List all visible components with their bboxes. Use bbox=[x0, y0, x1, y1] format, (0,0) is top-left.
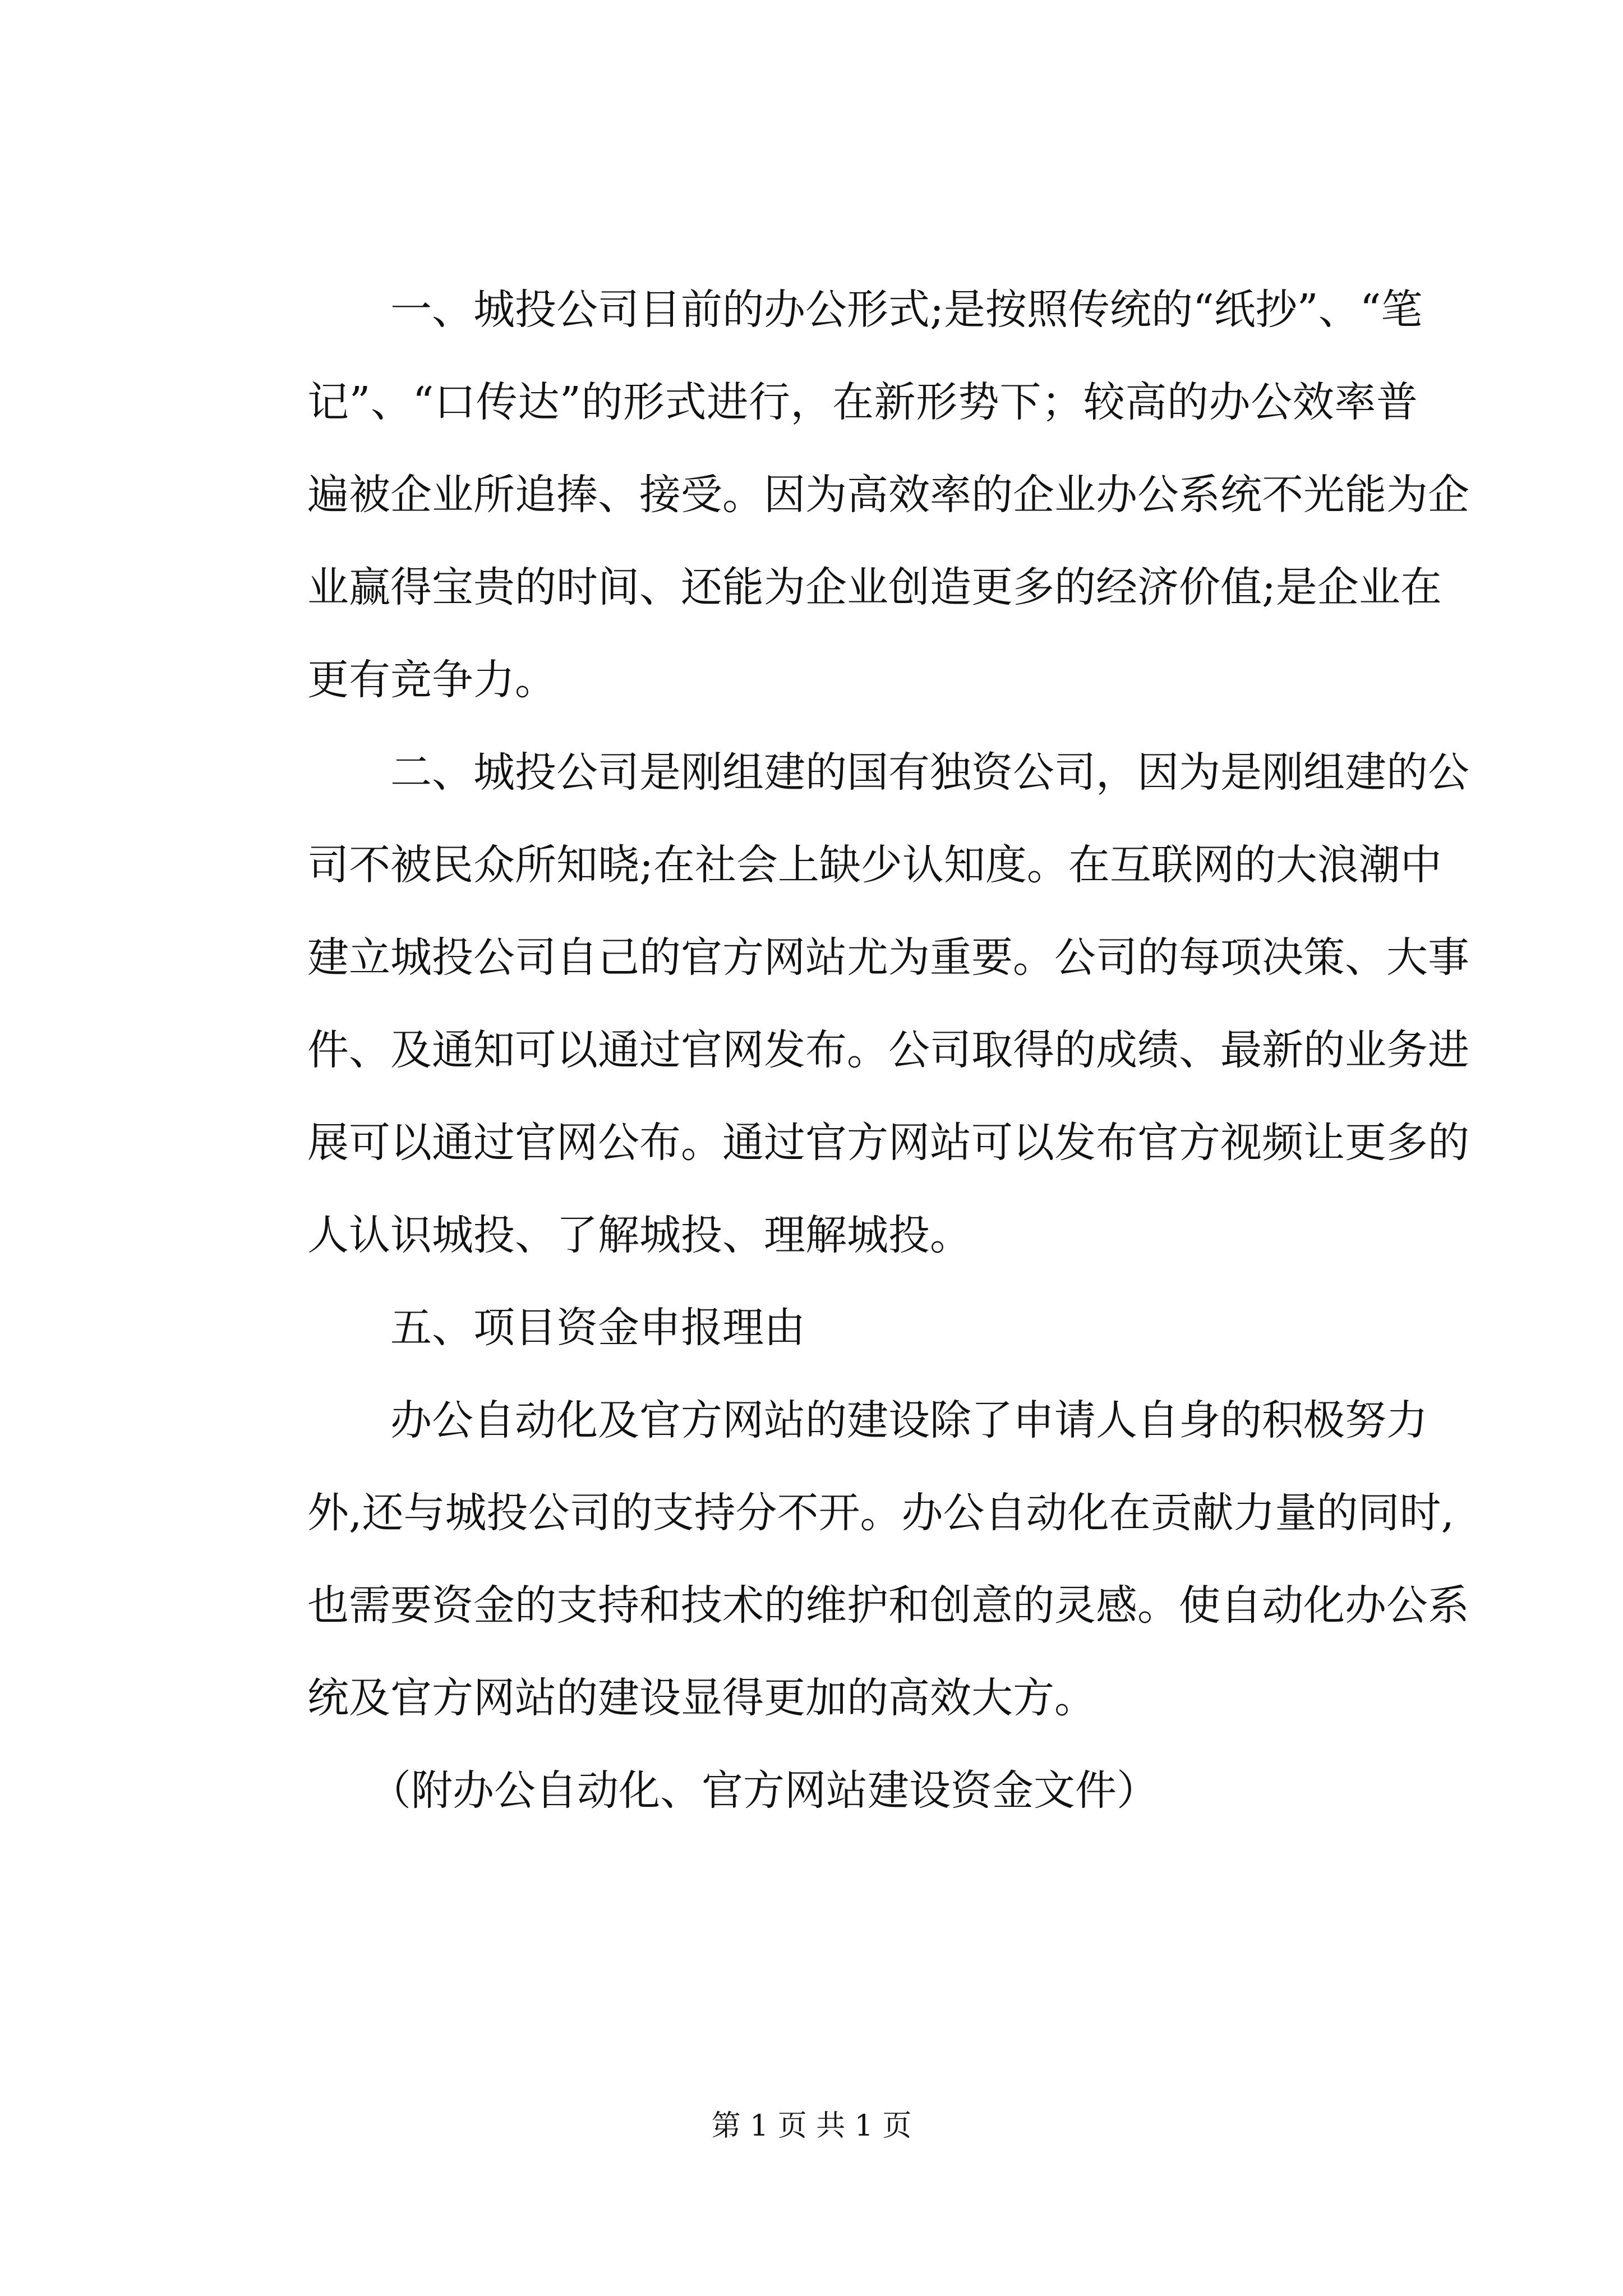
paragraph-2 bbox=[307, 726, 1469, 1282]
text-line: 二、城投公司是刚组建的国有独资公司，因为是刚组建的公 bbox=[307, 748, 1469, 797]
section-heading bbox=[307, 1282, 1418, 1374]
attachment-note bbox=[307, 1745, 1418, 1837]
text-line: 建立城投公司自己的官方网站尤为重要。公司的每项决策、大事 bbox=[307, 933, 1469, 982]
document-body bbox=[307, 264, 1469, 1837]
attachment-note-text: （附办公自动化、官方网站建设资金文件） bbox=[307, 1766, 1158, 1815]
text-line: 展可以通过官网公布。通过官方网站可以发布官方视频让更多的 bbox=[307, 1119, 1469, 1167]
text-line: 件、及通知可以通过官网发布。公司取得的成绩、最新的业务进 bbox=[307, 1026, 1469, 1074]
page-footer: 第 1 页 共 1 页 bbox=[711, 2109, 912, 2143]
text-line: 遍被企业所追捧、接受。因为高效率的企业办公系统不光能为企 bbox=[307, 471, 1469, 519]
paragraph-1 bbox=[307, 264, 1469, 726]
text-line: 记”、“口传达”的形式进行，在新形势下；较高的办公效率普 bbox=[307, 378, 1418, 426]
text-line: 更有竞争力。 bbox=[307, 656, 556, 704]
text-line: 也需要资金的支持和技术的维护和创意的灵感。使自动化办公系 bbox=[307, 1581, 1469, 1630]
text-line: 外,还与城投公司的支持分不开。办公自动化在贡献力量的同时, bbox=[307, 1489, 1455, 1537]
text-line: 业赢得宝贵的时间、还能为企业创造更多的经济价值;是企业在 bbox=[307, 563, 1442, 611]
text-line: 人认识城投、了解城投、理解城投。 bbox=[307, 1211, 971, 1259]
paragraph-3 bbox=[307, 1374, 1469, 1745]
section-heading-text: 五、项目资金申报理由 bbox=[307, 1304, 805, 1352]
text-line: 统及官方网站的建设显得更加的高效大方。 bbox=[307, 1674, 1096, 1722]
text-line: 办公自动化及官方网站的建设除了申请人自身的积极努力 bbox=[307, 1396, 1428, 1444]
text-line: 司不被民众所知晓;在社会上缺少认知度。在互联网的大浪潮中 bbox=[307, 841, 1442, 889]
text-line: 一、城投公司目前的办公形式;是按照传统的“纸抄”、“笔 bbox=[307, 286, 1423, 334]
